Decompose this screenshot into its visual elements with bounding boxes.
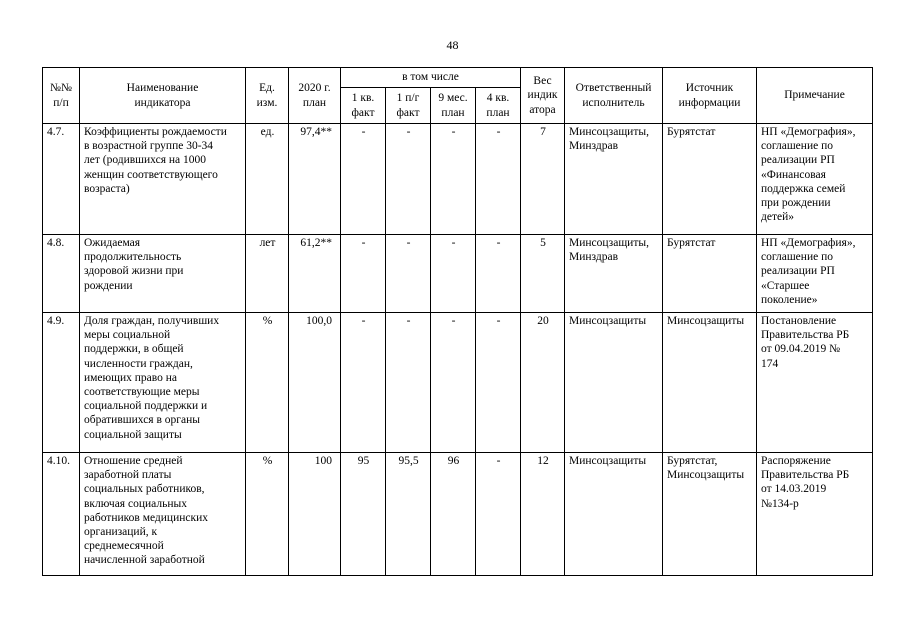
cell-note: Распоряжение Правительства РБ от 14.03.2019 №134-р [757, 453, 873, 576]
cell-source: Бурятстат [663, 235, 757, 313]
cell-9m: - [431, 124, 476, 235]
cell-plan: 61,2** [289, 235, 341, 313]
cell-responsible: Минсоцзащиты, Минздрав [565, 124, 663, 235]
cell-q4: - [476, 235, 521, 313]
page-number: 48 [446, 38, 459, 52]
cell-name: Ожидаемая продолжительность здоровой жизни при рождении [80, 235, 246, 313]
cell-q1: 95 [341, 453, 386, 576]
cell-q1: - [341, 313, 386, 453]
header-source: Источник информации [663, 68, 757, 124]
cell-9m: 96 [431, 453, 476, 576]
header-plan-2020: 2020 г. план [289, 68, 341, 124]
cell-q1: - [341, 235, 386, 313]
header-num: №№ п/п [43, 68, 80, 124]
cell-unit: % [246, 313, 289, 453]
cell-note: НП «Демография», соглашение по реализации РП «Старшее поколение» [757, 235, 873, 313]
cell-plan: 97,4** [289, 124, 341, 235]
cell-responsible: Минсоцзащиты, Минздрав [565, 235, 663, 313]
cell-num: 4.8. [43, 235, 80, 313]
cell-unit: лет [246, 235, 289, 313]
cell-9m: - [431, 313, 476, 453]
header-q1-fact: 1 кв. факт [341, 88, 386, 124]
header-responsible: Ответственный исполнитель [565, 68, 663, 124]
cell-name: Доля граждан, получивших меры социальной поддержки, в общей численности граждан, имеющих право на соответствующие меры социальной поддержки и обратившихся в органы социальной защиты [80, 313, 246, 453]
cell-name: Коэффициенты рождаемости в возрастной группе 30-34 лет (родившихся на 1000 женщин соответствующего возраста) [80, 124, 246, 235]
cell-weight: 5 [521, 235, 565, 313]
cell-plan: 100 [289, 453, 341, 576]
cell-plan: 100,0 [289, 313, 341, 453]
table-row [43, 313, 873, 453]
cell-h1: - [386, 235, 431, 313]
header-including: в том числе [341, 68, 521, 88]
cell-num: 4.7. [43, 124, 80, 235]
header-name: Наименование индикатора [80, 68, 246, 124]
cell-weight: 12 [521, 453, 565, 576]
cell-responsible: Минсоцзащиты [565, 453, 663, 576]
cell-weight: 7 [521, 124, 565, 235]
header-unit: Ед. изм. [246, 68, 289, 124]
header-note: Примечание [757, 68, 873, 124]
cell-name: Отношение средней заработной платы социальных работников, включая социальных работников медицинских организаций, к среднемесячной начисленной заработной [80, 453, 246, 576]
cell-num: 4.9. [43, 313, 80, 453]
header-9m-plan: 9 мес. план [431, 88, 476, 124]
cell-unit: ед. [246, 124, 289, 235]
cell-unit: % [246, 453, 289, 576]
indicators-table [42, 67, 873, 576]
cell-weight: 20 [521, 313, 565, 453]
cell-q1: - [341, 124, 386, 235]
header-h1-fact: 1 п/г факт [386, 88, 431, 124]
cell-q4: - [476, 453, 521, 576]
cell-num: 4.10. [43, 453, 80, 576]
cell-h1: 95,5 [386, 453, 431, 576]
header-weight: Вес индик атора [521, 68, 565, 124]
cell-q4: - [476, 313, 521, 453]
cell-responsible: Минсоцзащиты [565, 313, 663, 453]
cell-source: Бурятстат, Минсоцзащиты [663, 453, 757, 576]
cell-q4: - [476, 124, 521, 235]
table-row [43, 453, 873, 576]
cell-note: Постановление Правительства РБ от 09.04.2019 № 174 [757, 313, 873, 453]
cell-h1: - [386, 124, 431, 235]
cell-9m: - [431, 235, 476, 313]
cell-note: НП «Демография», соглашение по реализации РП «Финансовая поддержка семей при рождении детей» [757, 124, 873, 235]
header-q4-plan: 4 кв. план [476, 88, 521, 124]
cell-h1: - [386, 313, 431, 453]
cell-source: Бурятстат [663, 124, 757, 235]
cell-source: Минсоцзащиты [663, 313, 757, 453]
table-row [43, 235, 873, 313]
table-row [43, 124, 873, 235]
